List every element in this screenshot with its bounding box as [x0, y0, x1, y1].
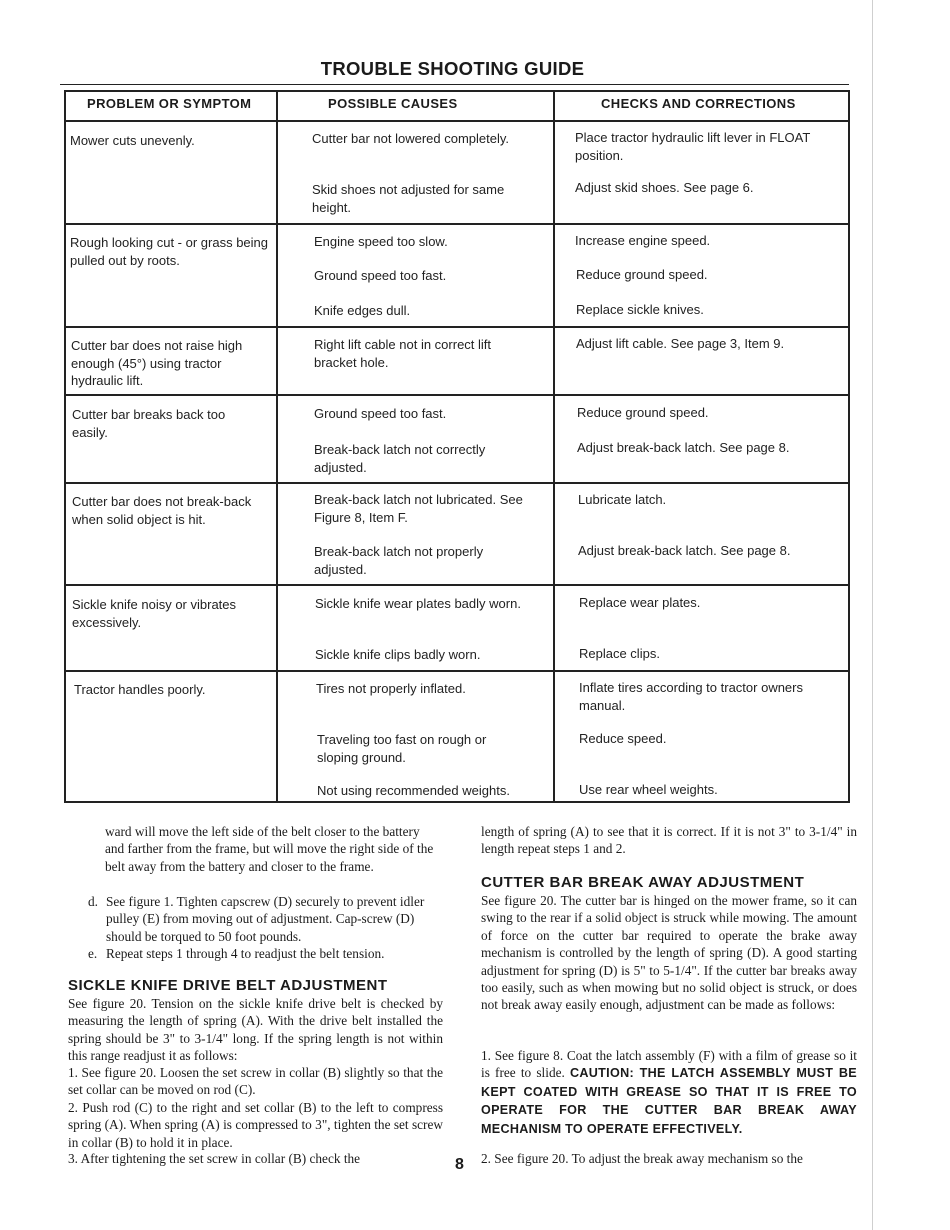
sickle-step-1: 1. See figure 20. Loosen the set screw in collar (B) slightly so that the set collar can be moved on rod (C).	[68, 1065, 443, 1098]
section-heading-cutter-bar: CUTTER BAR BREAK AWAY ADJUSTMENT	[481, 874, 805, 891]
correction-cell: Replace wear plates.	[579, 595, 701, 610]
table-header-rule	[64, 120, 850, 122]
problem-cell: Cutter bar does not break-back when solid object is hit.	[72, 494, 252, 527]
correction-cell: Reduce speed.	[579, 731, 667, 746]
problem-cell: Mower cuts unevenly.	[70, 133, 195, 148]
page-number: 8	[455, 1156, 464, 1173]
cause-cell: Traveling too fast on rough or sloping ground.	[317, 732, 487, 765]
cause-cell: Engine speed too slow.	[314, 234, 448, 249]
section-heading-sickle-knife: SICKLE KNIFE DRIVE BELT ADJUSTMENT	[68, 977, 388, 994]
cause-cell: Ground speed too fast.	[314, 268, 447, 283]
step-e-text: Repeat steps 1 through 4 to readjust the belt tension.	[106, 946, 385, 961]
table-top-rule	[60, 84, 849, 85]
correction-cell: Adjust lift cable. See page 3, Item 9.	[576, 336, 785, 351]
cause-cell: Break-back latch not properly adjusted.	[314, 544, 484, 577]
correction-cell: Adjust skid shoes. See page 6.	[575, 180, 754, 195]
table-header-problem: PROBLEM OR SYMPTOM	[87, 96, 252, 111]
step-e-label: e.	[88, 946, 98, 961]
cutter-bar-step-2: 2. See figure 20. To adjust the break away mechanism so the	[481, 1151, 803, 1166]
table-border-bottom	[64, 801, 850, 803]
correction-cell: Use rear wheel weights.	[579, 782, 718, 797]
table-row-rule	[64, 670, 850, 672]
table-header-corrections: CHECKS AND CORRECTIONS	[601, 96, 796, 111]
cause-cell: Cutter bar not lowered completely.	[312, 131, 510, 146]
table-header-causes: POSSIBLE CAUSES	[328, 96, 458, 111]
sickle-step-3: 3. After tightening the set screw in collar (B) check the	[68, 1151, 361, 1166]
correction-cell: Reduce ground speed.	[576, 267, 708, 282]
cause-cell: Ground speed too fast.	[314, 406, 447, 421]
cause-cell: Not using recommended weights.	[317, 783, 510, 798]
problem-cell: Tractor handles poorly.	[74, 682, 206, 697]
correction-cell: Place tractor hydraulic lift lever in FLOAT position.	[575, 130, 811, 163]
correction-cell: Inflate tires according to tractor owners manual.	[579, 680, 803, 713]
correction-cell: Adjust break-back latch. See page 8.	[578, 543, 791, 558]
sickle-step-2: 2. Push rod (C) to the right and set collar (B) to the left to compress spring (A). When spring (A) is compressed to 3", tighten the set screw in collar (B) to hold it in place.	[68, 1100, 443, 1150]
correction-cell: Lubricate latch.	[578, 492, 667, 507]
cause-cell: Tires not properly inflated.	[316, 681, 466, 696]
table-row-rule	[64, 584, 850, 586]
table-row-rule	[64, 326, 850, 328]
caution-notice: CAUTION: THE LATCH ASSEMBLY MUST BE KEPT COATED WITH GREASE SO THAT IT IS FREE TO OPERATE FOR THE CUTTER BAR BREAK AWAY MECHANISM TO OPERATE EFFECTIVELY.	[481, 1066, 857, 1136]
correction-cell: Replace clips.	[579, 646, 660, 661]
cause-cell: Knife edges dull.	[314, 303, 411, 318]
table-row-rule	[64, 223, 850, 225]
problem-cell: Cutter bar breaks back too easily.	[72, 407, 226, 440]
correction-cell: Increase engine speed.	[575, 233, 711, 248]
cause-cell: Break-back latch not correctly adjusted.	[314, 442, 486, 475]
step-1-text: 1. See figure 8. Coat the latch assembly (F) with a film of grease so it is free to slide.	[481, 1048, 857, 1081]
problem-cell: Rough looking cut - or grass being pulled out by roots.	[70, 235, 269, 268]
cause-cell: Skid shoes not adjusted for same height.	[312, 182, 505, 215]
table-row-rule	[64, 394, 850, 396]
scan-edge-line	[872, 0, 873, 1230]
continued-paragraph-right: length of spring (A) to see that it is correct. If it is not 3" to 3-1/4" in length repeat steps 1 and 2.	[481, 824, 857, 857]
step-d-label: d.	[88, 894, 98, 909]
correction-cell: Adjust break-back latch. See page 8.	[577, 440, 790, 455]
trouble-shooting-table	[64, 90, 850, 803]
cutter-bar-step-1	[481, 1047, 857, 1138]
sickle-intro: See figure 20. Tension on the sickle knife drive belt is checked by measuring the length of spring (A). With the drive belt installed the spring should be 3" to 3-1/4" long. If the spring length is not within this range readjust it as follows:	[68, 996, 443, 1064]
page-title: TROUBLE SHOOTING GUIDE	[320, 58, 585, 79]
table-border-left	[64, 90, 66, 803]
problem-cell: Sickle knife noisy or vibrates excessively.	[72, 597, 237, 630]
cutter-bar-intro: See figure 20. The cutter bar is hinged on the mower frame, so it can swing to the rear if a solid object is struck while mowing. The amount of force on the cutter bar required to operate the brake away mechanism is controlled by the length of spring (D). A good starting adjustment for spring (D) is 5" to 5-1/4". If the cutter bar breaks away too easily, such as when mowing but no solid object is struck, or does not break away easily enough, adjustment can be made as follows:	[481, 893, 857, 1013]
problem-cell: Cutter bar does not raise high enough (45°) using tractor hydraulic lift.	[71, 338, 243, 388]
table-column-divider	[276, 90, 278, 803]
correction-cell: Reduce ground speed.	[577, 405, 709, 420]
cause-cell: Sickle knife wear plates badly worn.	[315, 596, 521, 611]
correction-cell: Replace sickle knives.	[576, 302, 704, 317]
table-column-divider	[553, 90, 555, 803]
table-border-top	[64, 90, 850, 92]
step-e	[88, 945, 442, 963]
step-d-text: See figure 1. Tighten capscrew (D) securely to prevent idler pulley (E) from moving out of adjustment. Cap-screw (D) should be torqued to 50 foot pounds.	[106, 894, 425, 944]
cause-cell: Sickle knife clips badly worn.	[315, 647, 481, 662]
cause-cell: Break-back latch not lubricated. See Figure 8, Item F.	[314, 492, 523, 525]
step-d	[88, 893, 442, 944]
continued-paragraph: ward will move the left side of the belt closer to the battery and farther from the frame, but will move the right side of the belt away from the battery and closer to the frame.	[105, 824, 434, 874]
table-row-rule	[64, 482, 850, 484]
cause-cell: Right lift cable not in correct lift bracket hole.	[314, 337, 492, 370]
